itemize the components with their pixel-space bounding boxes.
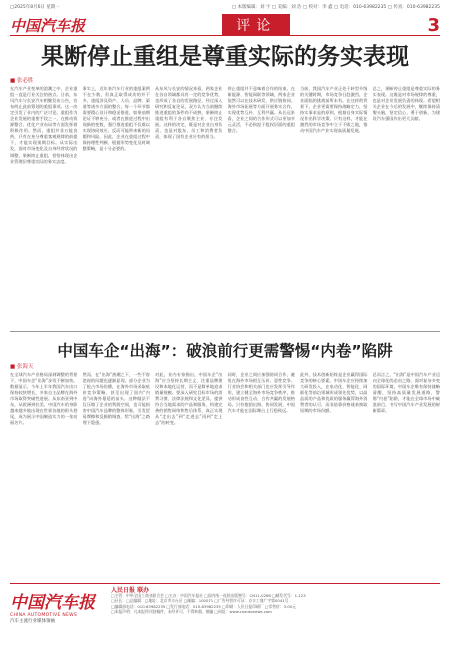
article1-body: [10, 86, 440, 326]
article2-title: 中国车企“出海”：破浪前行更需警惕“内卷”陷阱: [57, 342, 393, 360]
footer-info-line: □编辑部电话：010-63982235 □发行部电话：010-63982235 □印刷：人民日报印刷厂 □零售价：3.00元: [111, 603, 296, 609]
article2-column: 在全球汽车产业格局深刻调整的背景下，中国车企“出海”步伐不断加快。数据显示，今年上半年我国汽车出口保持较快增长，多家自主品牌在海外市场取得突破性进展。从东南亚到中东，从欧洲到拉美，中国汽车的身影越来越多地出现在世界各地的街头巷尾，成为展示中国制造实力的一张亮丽名片。: [10, 372, 78, 426]
footer-info-line: □本报声明：凡本报所刊登稿件，未经许可，不得转载、摘编 □网址：www.cnautonews.com: [111, 608, 272, 614]
footer-badge: 人民日报 联办: [111, 587, 150, 594]
article1-column: 从东风与长安的情况来看，两家企业在各自领域都具有一定的竞争优势，也形成了各自的发展路径。经过深入研究和反复论证，双方认为当前继续推进重组的条件尚不成熟，果断终止重组有利于各自聚焦主业、专注发展。这样的决定，既是对企业自身负责，也是对股东、员工和消费者负责，体现了国有企业应有的担当。: [155, 86, 223, 140]
article1-title: 果断停止重组是尊重实际的务实表现: [41, 44, 409, 70]
article2-column: 对此，业内专家指出，中国车企“出海”应当坚持长期主义，注重品牌建设和本地化运营，而不是简单地追求销量规模。要深入研究目标市场的消费习惯、法律法规和文化差异，提供符合当地需求的产品和服务，构建完善的销售网络和售后体系，真正实现从“走出去”到“走进去”再到“走上去”的转变。: [155, 372, 223, 426]
article2-column: 然而，在“出海”热潮之下，一些不容忽视的问题也逐渐显现。部分企业为了抢占市场份额，在海外市场采取低价竞争策略，甚至出现了国内“内卷”向海外蔓延的苗头。这种做法不仅压缩了企业的利润空间，也可能损害中国汽车品牌的整体形象，引发贸易摩擦和反倾销调查，给“出海”之路埋下隐患。: [82, 372, 150, 426]
article1-column: 停止重组并不意味着合作的结束。在新能源、智能网联等领域，两家企业依然可以在技术研发、供应链协同、海外市场拓展等方面开展务实合作，实现优势互补、互利共赢。从长远来看，企业之间的合作形式可以更加多元灵活，不必拘泥于股权层面的重组整合。: [227, 86, 295, 134]
article2-column: 同时，企业之间应加强协同合作，避免在海外市场相互压价、恶性竞争。行业协会和相关部门也应发挥引导作用，建立健全海外市场竞争秩序，推动形成良性互动、合作共赢的发展格局。只有抱团出海、协同发展，中国汽车才能在国际舞台上行稳致远。: [227, 372, 295, 414]
footer-logo-cn: 中国汽车报: [10, 593, 95, 613]
article2-author: ■ 张海天: [10, 364, 34, 370]
article1-column: 总之，果断停止重组是尊重实际的务实表现。这既是对市场规律的尊重，也是对企业发展负责的体现。希望相关企业在今后的发展中，继续保持清醒头脑，坚定信心、勇于创新，为建设汽车强国作出更大贡献。: [372, 86, 440, 122]
article1-column: 在汽车产业变革的浪潮之中，企业重组一直是行业关注的热点。日前，东风汽车与长安汽车相继发布公告，宣布终止此前筹划的重组事项。这一决定引发了业内的广泛讨论。重组作为企业发展的重要手段之一，在推动资源整合、优化产业布局等方面发挥着积极作用。然而，重组并非万能良药，只有在充分尊重客观规律的前提下，才能实现预期目标。从实际出发，面对市场变化及自身经营状况的调整，果断终止重组，恰恰体现出企业管理层尊重实际的务实态度。: [10, 86, 78, 164]
footer-logo-en: CHINA AUTOMOTIVE NEWS: [10, 613, 78, 618]
footer: [10, 583, 440, 645]
article2-column: 此外，技术创新始终是企业赢得国际竞争的核心要素。中国车企应持续加大研发投入，在电动化、智能化、网联化等前沿领域形成领先优势，以高品质的产品和优质的服务赢得海外消费者的认可，而非依靠价格战来换取短期的市场份额。: [300, 372, 368, 414]
page-number: 3: [427, 14, 440, 36]
footer-logo: [10, 588, 105, 624]
article2-column: 总而言之，“出海”是中国汽车产业迈向全球化的必由之路。面对复杂多变的国际环境，中国车企唯有保持战略清醒，坚持高质量发展道路，警惕“内卷”陷阱，才能在全球市场中破浪前行，书写中国汽车产业发展的崭新篇章。: [372, 372, 440, 414]
article1-column: 事实上，近年来汽车行业的重组案例不在少数，但真正取得成功的并不多。重组涉及资产、人员、品牌、渠道等诸多方面的整合，每一个环节都需要精心设计和稳妥推进。如果前期论证不够充分，或者在推进过程中出现新的变数，强行推进重组不仅难以实现协同效应，反而可能带来新的问题和风险。因此，企业在重组过程中保持理性判断，根据形势变化及时调整策略，是十分必要的。: [82, 86, 150, 152]
article1-column: 当前，我国汽车产业正处于转型升级的关键时期，市场竞争日趋激烈，企业面临的挑战前所未有。在这样的背景下，企业更需要保持战略定力，坚持实事求是的原则，根据自身实际情况作出科学决策。只有这样，才能在激烈的市场竞争中立于不败之地，推动中国汽车产业实现高质量发展。: [300, 86, 368, 134]
top-meta-bar: [10, 4, 440, 12]
editor-contacts: □ 本版编辑：刘 宇 □ 美编：刘 浩 □ 校对：李 鑫 □ 电话：010-63982235 □ 传真：010-63982235: [231, 5, 440, 10]
footer-info-line: □社长：□总编辑：□地址：北京市丰台区 □邮编：100071 □广告经营许可证：京丰工商广字第0041号: [111, 598, 289, 604]
section-label: 评论: [222, 14, 290, 36]
masthead: [10, 14, 440, 36]
newspaper-logo: 中国汽车报: [10, 16, 86, 35]
article2-body: [10, 372, 440, 577]
masthead-divider: [10, 35, 440, 36]
article-divider: [10, 331, 440, 332]
footer-logo-sub: 汽车主流行业媒体领袖: [10, 619, 55, 624]
issue-date: □2025年8月6日 星期一: [10, 5, 60, 10]
footer-info: [105, 588, 440, 614]
footer-info-line: □主管：中华全国工商业联合会 □主办：中国汽车报社 □国内统一连续出版物号：CN11-0266 □邮发代号：1-123: [111, 593, 306, 599]
article1-author: ■ 张必胜: [10, 78, 34, 84]
